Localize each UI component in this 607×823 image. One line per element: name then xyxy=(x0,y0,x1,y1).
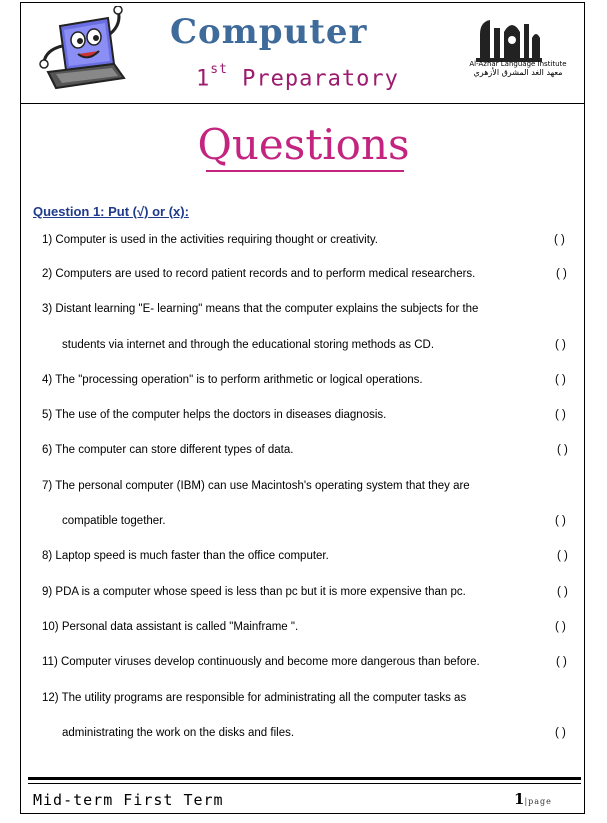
institute-name-en: Al-Azhar Language Institute xyxy=(469,60,567,68)
footer-rule-thin xyxy=(28,783,581,784)
footer-rule-thick xyxy=(28,777,581,780)
answer-box: ( ) xyxy=(555,374,566,386)
laptop-mascot-icon xyxy=(26,6,136,96)
question-line: students via internet and through the educational storing methods as CD. xyxy=(62,339,435,351)
section-title-underline xyxy=(206,170,404,172)
question-line: 11) Computer viruses develop continuously and become more dangerous than before. xyxy=(42,656,480,668)
institute-name-ar: معهد الغد المشرق الأزهري xyxy=(473,68,563,77)
answer-box: ( ) xyxy=(555,621,566,633)
question-line: 9) PDA is a computer whose speed is less than pc but it is more expensive than pc. xyxy=(42,586,466,598)
answer-box: ( ) xyxy=(556,656,567,668)
subject-title: Computer xyxy=(170,12,368,52)
grade-title xyxy=(196,62,399,92)
question-line: 1) Computer is used in the activities requiring thought or creativity. xyxy=(42,234,378,246)
question-line: compatible together. xyxy=(62,515,166,527)
answer-box: ( ) xyxy=(555,409,566,421)
question-line: 5) The use of the computer helps the doctors in diseases diagnosis. xyxy=(42,409,387,421)
question-line: administrating the work on the disks and files. xyxy=(62,727,295,739)
answer-box: ( ) xyxy=(557,550,568,562)
question-line: 4) The "processing operation" is to perform arithmetic or logical operations. xyxy=(42,374,423,386)
answer-box: ( ) xyxy=(554,234,565,246)
institute-logo-icon xyxy=(470,14,546,66)
page-label: |page xyxy=(524,797,552,806)
footer-term: Mid-term First Term xyxy=(33,791,224,809)
question-heading: Question 1: Put (√) or (x): xyxy=(33,204,189,219)
answer-box: ( ) xyxy=(555,727,566,739)
grade-suffix: st xyxy=(210,62,228,77)
answer-box: ( ) xyxy=(557,444,568,456)
answer-box: ( ) xyxy=(557,586,568,598)
question-line: 8) Laptop speed is much faster than the office computer. xyxy=(42,550,329,562)
footer-page xyxy=(514,790,552,808)
question-line: 2) Computers are used to record patient records and to perform medical researchers. xyxy=(42,268,476,280)
grade-number: 1 xyxy=(196,66,211,92)
question-line: 6) The computer can store different types of data. xyxy=(42,444,294,456)
answer-box: ( ) xyxy=(556,268,567,280)
question-line: 7) The personal computer (IBM) can use Macintosh's operating system that they are xyxy=(42,480,470,492)
answer-box: ( ) xyxy=(555,339,566,351)
question-line: 12) The utility programs are responsible for administrating all the computer tasks as xyxy=(42,692,467,704)
answer-box: ( ) xyxy=(555,515,566,527)
question-line: 3) Distant learning "E- learning" means that the computer explains the subjects for the xyxy=(42,303,479,315)
page-number: 1 xyxy=(514,790,525,808)
grade-label: Preparatory xyxy=(242,66,399,92)
question-line: 10) Personal data assistant is called "Mainframe ". xyxy=(42,621,299,633)
section-title: Questions xyxy=(197,120,410,169)
